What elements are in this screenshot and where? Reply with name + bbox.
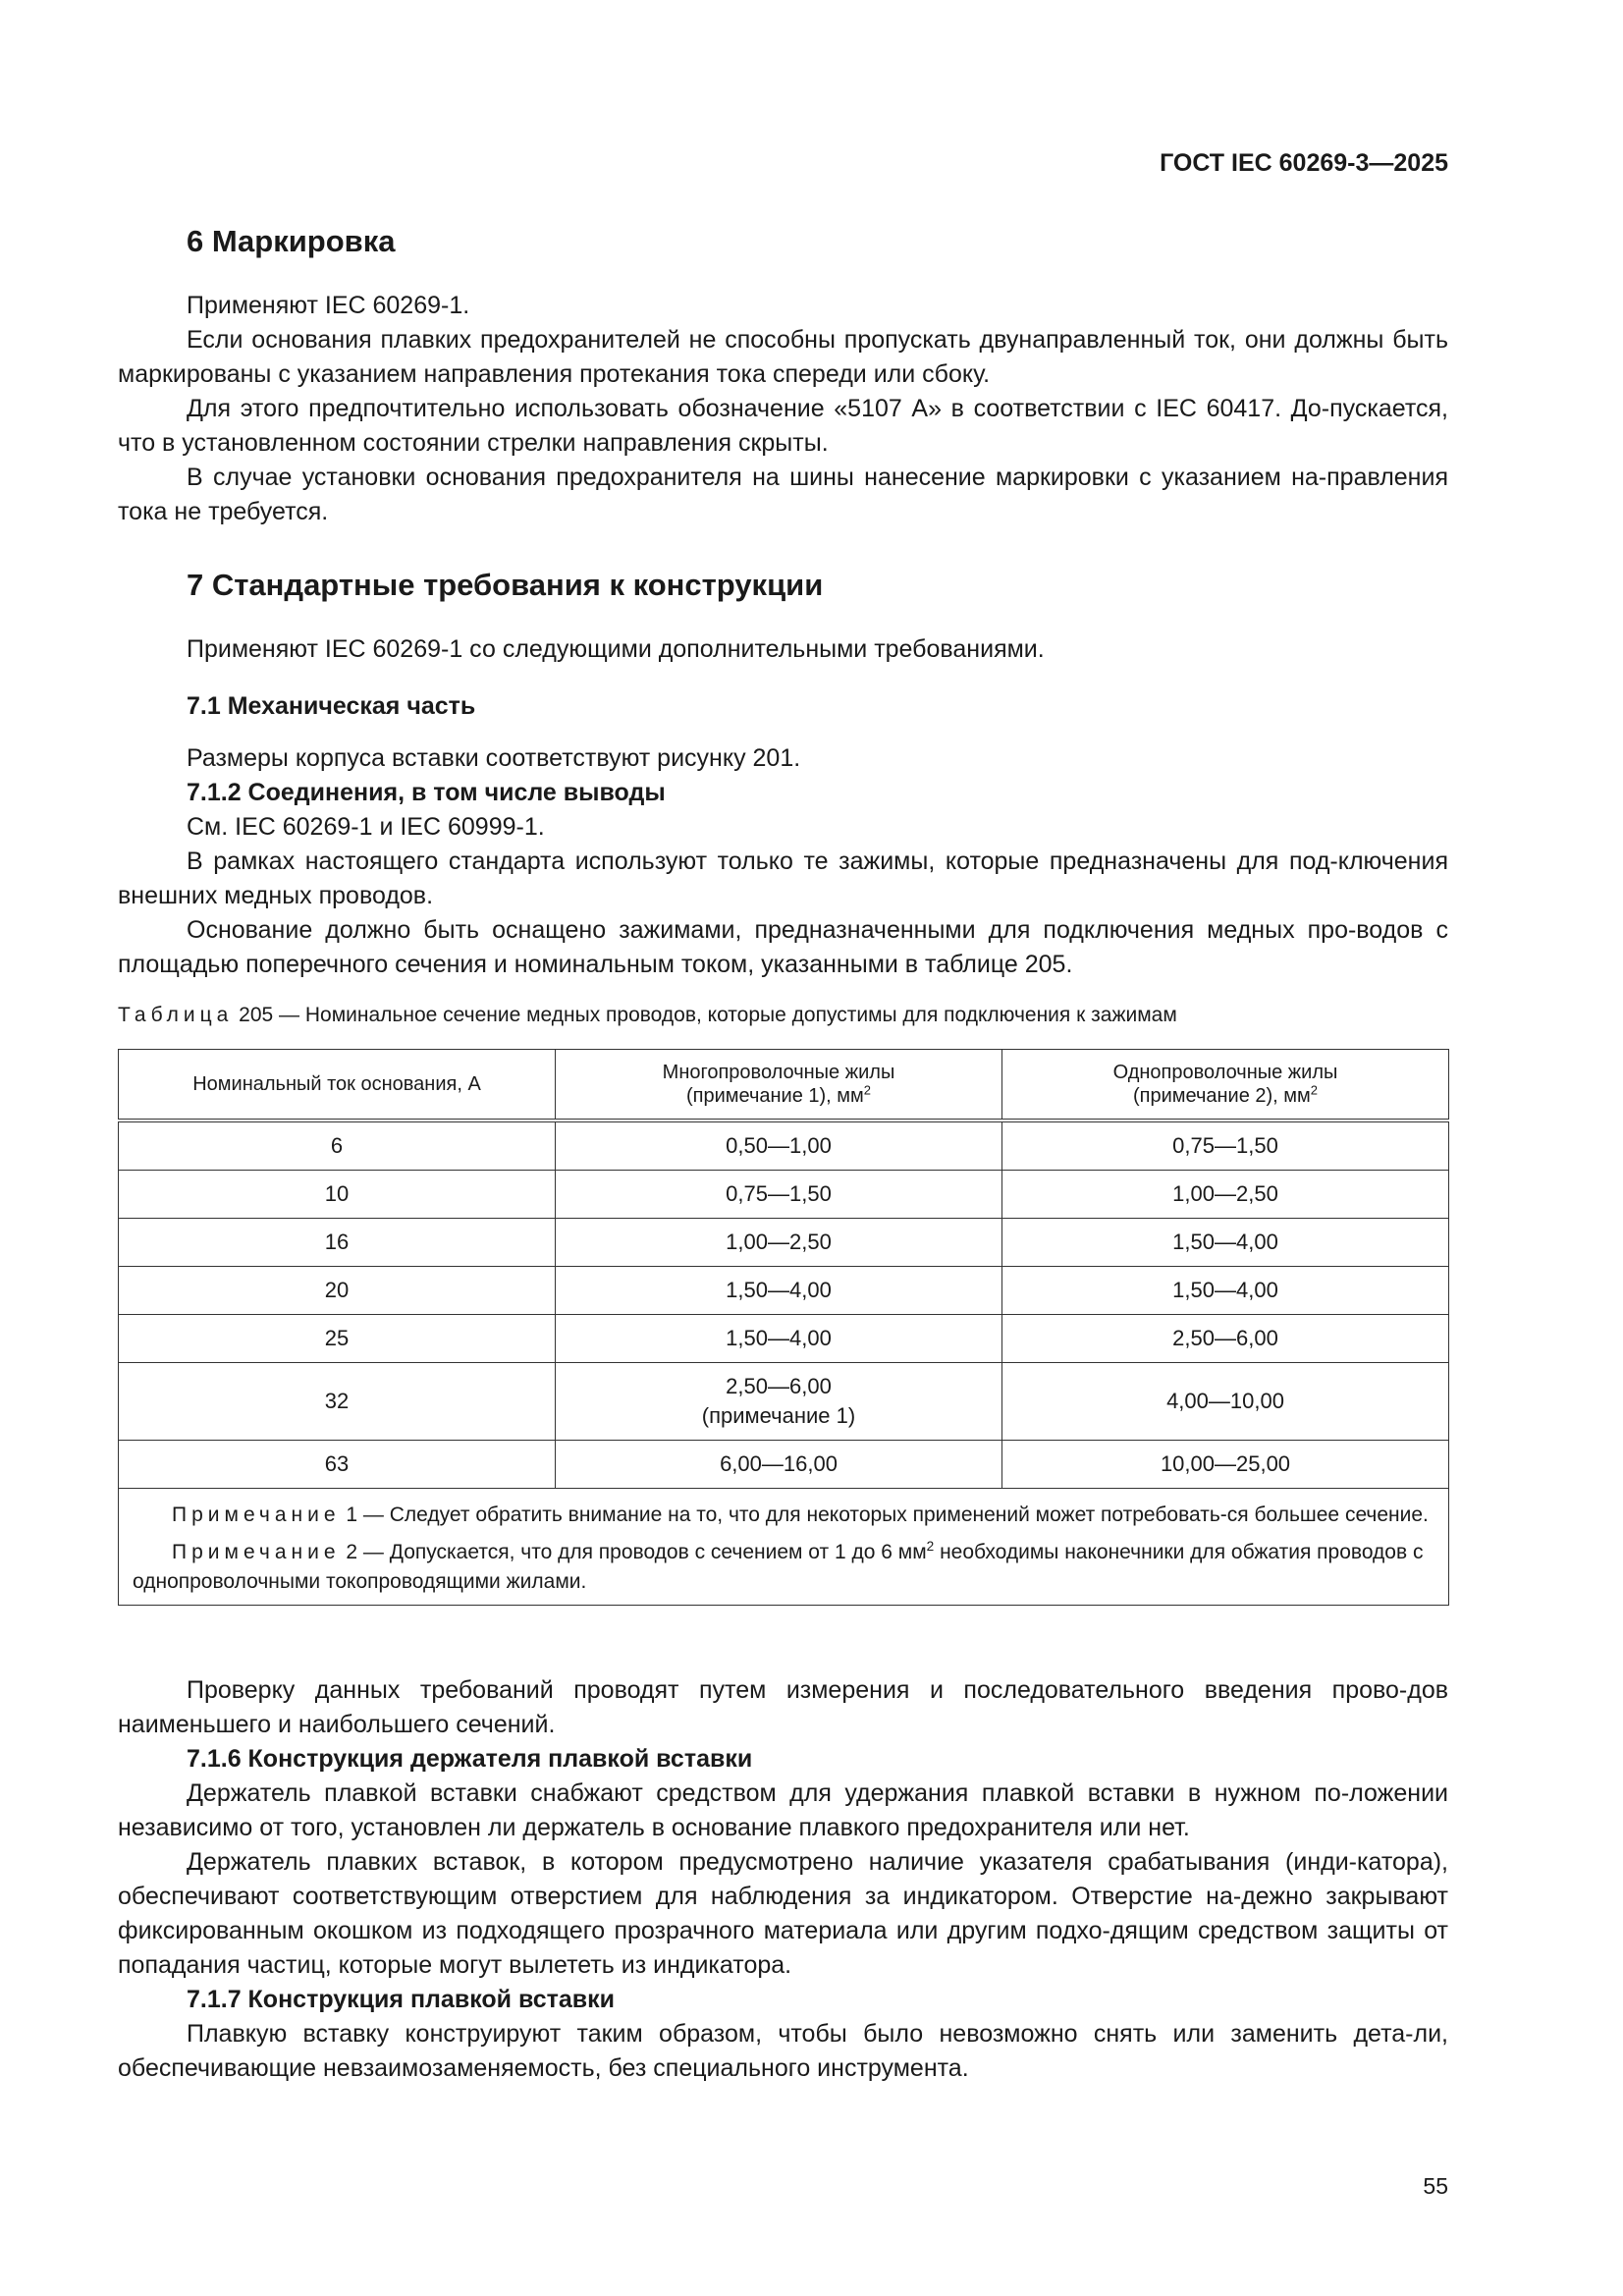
document-page [118,0,1448,2296]
table-cell: 1,50—4,00 [1002,1267,1449,1315]
table-row [119,1219,1449,1267]
table-row [119,1441,1449,1489]
table-notes-row [119,1489,1449,1606]
table-notes [119,1489,1449,1606]
table-cell [556,1363,1002,1441]
paragraph: Держатель плавкой вставки снабжают средством для удержания плавкой вставки в нужном по-ложении независимо от того, установлен ли держатель в основание плавкого предохранителя или нет. [118,1779,1448,1841]
header-cell-current [119,1050,556,1121]
paragraph: В рамках настоящего стандарта используют только те зажимы, которые предназначены для под-ключения внешних медных проводов. [118,847,1448,909]
table-cell: 25 [119,1315,556,1363]
table-caption-label: Таблица [118,1004,234,1026]
table-row [119,1267,1449,1315]
table-caption-text: 205 — Номинальное сечение медных проводов, которые допустимы для подключения к зажимам [233,1004,1177,1026]
note-label: Примечание [172,1503,341,1526]
table-row [119,1171,1449,1219]
table-cell: 1,50—4,00 [1002,1219,1449,1267]
table-row [119,1121,1449,1171]
section-7-1-6-title: 7.1.6 Конструкция держателя плавкой вставки [187,1745,753,1773]
note-label: Примечание [172,1541,341,1563]
table-row [119,1315,1449,1363]
table-cell: 4,00—10,00 [1002,1363,1449,1441]
section-7-1-7-title: 7.1.7 Конструкция плавкой вставки [187,1986,616,2013]
header-text: (примечание 2), мм [1132,1085,1311,1107]
note-text: 1 — Следует обратить внимание на то, что для некоторых применений может потребовать-ся большее сечение. [340,1503,1429,1526]
note-text: 2 — Допускается, что для проводов с сечением от 1 до 6 мм [340,1541,927,1563]
note-text: необходимы наконечники для обжатия проводов с однопроволочными токопроводящими жилами. [133,1541,1424,1593]
paragraph: Размеры корпуса вставки соответствуют рисунку 201. [187,744,801,772]
note-sup: 2 [926,1539,935,1554]
header-cell-solid [1002,1050,1449,1121]
section-7-1-2-title: 7.1.2 Соединения, в том числе выводы [187,779,666,806]
table-cell: 1,50—4,00 [556,1267,1002,1315]
section-6-body [118,289,1448,529]
section-7-intro [118,632,1448,667]
table-cell: 1,00—2,50 [556,1219,1002,1267]
header-sup: 2 [863,1082,872,1098]
table-row [119,1363,1449,1441]
table-note-2 [133,1538,1434,1597]
header-text: Многопроволочные жилы [662,1062,895,1083]
table-cell: 2,50—6,00 [1002,1315,1449,1363]
table-cell: 1,00—2,50 [1002,1171,1449,1219]
paragraph: Применяют IEC 60269-1 со следующими дополнительными требованиями. [187,635,1045,663]
table-cell: 20 [119,1267,556,1315]
header-sup: 2 [1310,1082,1319,1098]
table-note-1 [133,1501,1434,1530]
header-text: (примечание 1), мм [685,1085,864,1107]
table-cell: 32 [119,1363,556,1441]
section-6-title: 6 Маркировка [187,224,396,258]
cell-value: 2,50—6,00 [726,1374,832,1398]
table-cell: 1,50—4,00 [556,1315,1002,1363]
header-text: Однопроволочные жилы [1112,1062,1338,1083]
paragraph: Применяют IEC 60269-1. [187,292,470,319]
section-7-title: 7 Стандартные требования к конструкции [187,568,824,602]
table-cell: 0,50—1,00 [556,1121,1002,1171]
table-cell: 0,75—1,50 [1002,1121,1449,1171]
table-205 [118,1049,1449,1606]
section-7-1-body [118,741,1448,982]
paragraph: Проверку данных требований проводят путем измерения и последовательного введения прово-дов наименьшего и наибольшего сечений. [118,1676,1448,1738]
table-header-row [119,1050,1449,1121]
table-cell: 6 [119,1121,556,1171]
paragraph: См. IEC 60269-1 и IEC 60999-1. [187,813,545,841]
after-table-body [118,1673,1448,2086]
table-cell: 0,75—1,50 [556,1171,1002,1219]
header-text: Номинальный ток основания, А [192,1073,481,1095]
table-cell: 16 [119,1219,556,1267]
section-7-1-title: 7.1 Механическая часть [187,692,476,720]
paragraph: Основание должно быть оснащено зажимами, предназначенными для подключения медных про-водов с площадью поперечного сечения и номинальным током, указанными в таблице 205. [118,916,1448,978]
paragraph: Держатель плавких вставок, в котором предусмотрено наличие указателя срабатывания (инди-катора), обеспечивают соответствующим отверстием для наблюдения за индикатором. Отверстие на-дежно закрывают фиксированным окошком из подходящего прозрачного материала или другим подхо-дящим средством защиты от попадания частиц, которые могут вылететь из индикатора. [118,1848,1448,1979]
table-caption [118,1004,1448,1027]
paragraph: Плавкую вставку конструируют таким образом, чтобы было невозможно снять или заменить дета-ли, обеспечивающие невзаимозаменяемость, без специального инструмента. [118,2020,1448,2082]
header-cell-stranded [556,1050,1002,1121]
table-cell: 10,00—25,00 [1002,1441,1449,1489]
document-code: ГОСТ IEC 60269-3—2025 [1160,149,1448,177]
table-cell: 10 [119,1171,556,1219]
cell-note: (примечание 1) [701,1403,856,1428]
paragraph: В случае установки основания предохранителя на шины нанесение маркировки с указанием на-правления тока не требуется. [118,464,1448,525]
paragraph: Для этого предпочтительно использовать обозначение «5107 А» в соответствии с IEC 60417. До-пускается, что в установленном состоянии стрелки направления скрыты. [118,395,1448,457]
page-number: 55 [1423,2173,1448,2199]
table-cell: 63 [119,1441,556,1489]
table-cell: 6,00—16,00 [556,1441,1002,1489]
paragraph: Если основания плавких предохранителей не способны пропускать двунаправленный ток, они должны быть маркированы с указанием направления протекания тока спереди или сбоку. [118,326,1448,388]
